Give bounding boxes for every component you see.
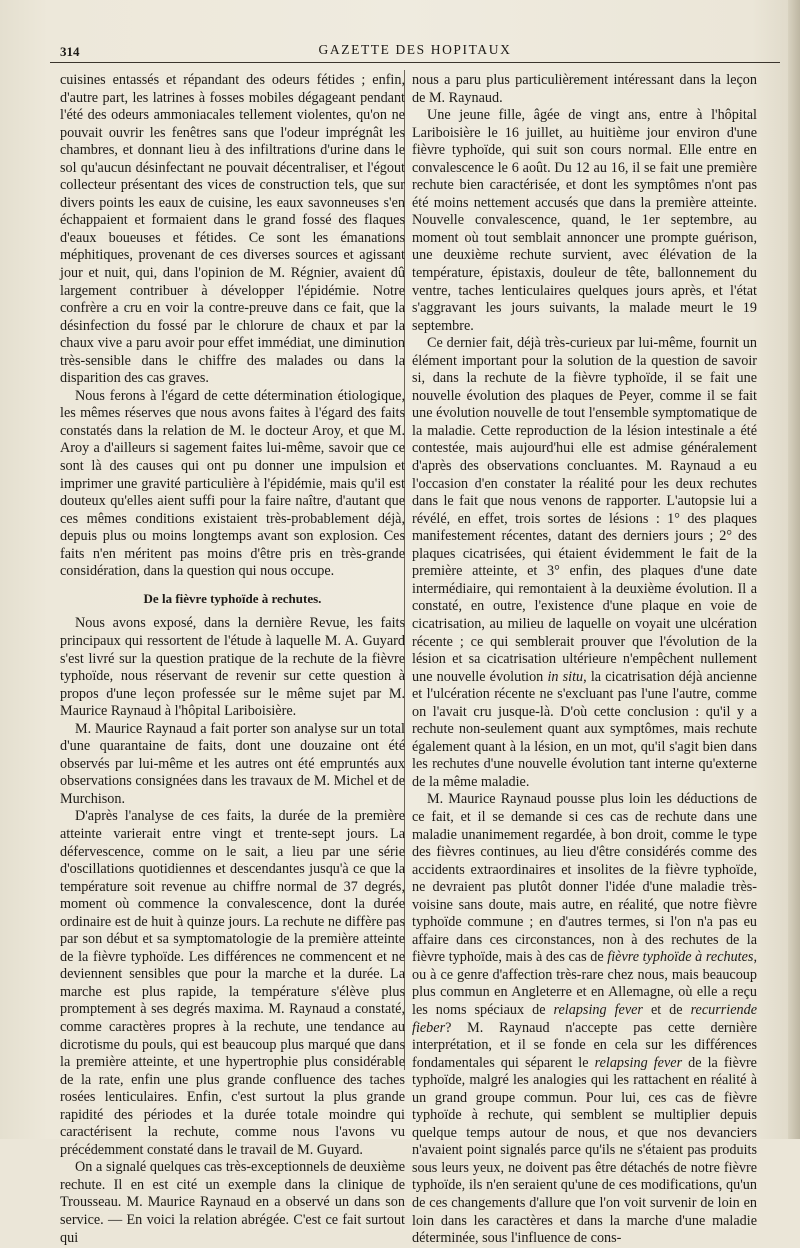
paragraph: cuisines entassés et répandant des odeurs fétides ; enfin, d'autre part, les latrines à fosses mobiles dégageant pendant l'été des odeurs ammoniacales tellement violentes, qu'on ne pouvait ouvrir les fenêtres sans que l'odeur imprégnât les chambres, et donnant lieu à des infiltrations d'urine dans le sol qu'aucun désinfectant ne pouvait décentraliser, et l'égout collecteur présentant des vices de construction tels, que sur divers points les eaux de cuisine, les eaux savonneuses s'en échappaient et formaient dans le grand fossé des flaques d'eaux boueuses et fétides. Ce sont les émanations méphitiques, provenant de ces diverses sources et agissant jour et nuit, qui, dans l'opinion de M. Régnier, avaient dû largement contribuer à développer l'épidémie. Notre confrère a cru en voir la contre-preuve dans ce fait, que la désinfection du fossé par le chlorure de chaux et par la chaux vive a paru avoir pour effet immédiat, une diminution très-sensible dans le chiffre des malades ou dans la disparition des cas graves. xyxy=(60,72,405,387)
page-header xyxy=(50,32,780,63)
text-run: ? M. Raynaud n'accepte pas cette dernière interprétation, et il se fonde en cela sur les différences fondamentales qui séparent le xyxy=(412,1019,757,1071)
text-run: et de xyxy=(650,1001,683,1018)
binding-edge xyxy=(788,0,800,1139)
italic-term: recurriende fieber xyxy=(412,1001,758,1036)
italic-term: relapsing fever xyxy=(553,1001,643,1018)
paragraph: D'après l'analyse de ces faits, la durée de la première atteinte varierait entre vingt et trente-sept jours. La défervescence, comme on le sait, a lieu par une série d'oscillations quotidiennes et descendantes jusqu'à ce que la température soit revenue au chiffre normal de 37 degrés, moment où commence la convalescence, dont la durée ordinaire est de huit à quinze jours. La rechute ne diffère pas par son début et sa symptomatologie de la première atteinte de la fièvre typhoïde. Les différences ne commencent et ne deviennent sensibles que pour la marche et la durée. La marche est plus rapide, la température s'élève plus promptement à ses degrés maxima. M. Raynaud a constaté, comme caractères propres à la rechute, une tendance au dicrotisme du pouls, qui est beaucoup plus marqué que dans la première atteinte, et une hypertrophie plus considérable de la rate, enfin une plus grande confluence des taches rosées lenticulaires. Enfin, c'est surtout la plus grande rapidité des périodes et la durée totale moindre qui caractérisent la rechute, comme nous l'avons vu précédemment constaté dans le travail de M. Guyard. xyxy=(60,808,405,1158)
text-run: Ce dernier fait, déjà très-curieux par lui-même, fournit un élément important pour la solution de la question de savoir si, dans la rechute de la fièvre typhoïde, il se fait une nouvelle évolution des plaques de Peyer, comme il se fait une évolution nouvelle de tout l'ensemble symptomatique de la maladie. Cette reproduction de la lésion intestinale a été contestée, mais aujourd'hui elle est admise généralement d'après des observations concluantes. M. Raynaud a eu l'occasion d'en constater la réalité pour les deux rechutes dans le fait que nous venons de rapporter. L'autopsie lui a révélé, en effet, trois sortes de lésions : 1° des plaques manifestement récentes, datant des derniers jours ; 2° des plaques cicatrisées, qui étaient évidemment le fait de la première atteinte, et 3° enfin, des plaques d'une date intermédiaire, qui remontaient à la deuxième évolution. Il a constaté, en outre, l'existence d'une plaque en voie de cicatrisation, au milieu de laquelle on voyait une ulcération récente ; ce qui semblerait prouver que l'évolution de la lésion et sa cicatrisation ultérieure n'empêchent nullement une nouvelle évolution xyxy=(412,335,757,685)
text-run: , la cicatrisation déjà ancienne et l'ulcération récente ne s'excluant pas l'une l'autre, comme on l'avait cru jusque-là. D'où cette conclusion : qu'il y a rechute non-seulement quant aux symptômes, mais rechute également quant à la lésion, en un mot, qu'il s'agit bien dans les rechutes d'une nouvelle évolution tant interne qu'externe de la même maladie. xyxy=(412,668,757,790)
paragraph: nous a paru plus particulièrement intéressant dans la leçon de M. Raynaud. xyxy=(412,72,757,106)
paragraph: Nous avons exposé, dans la dernière Revue, les faits principaux qui ressortent de l'étude à laquelle M. A. Guyard s'est livré sur la question pratique de la rechute de la fièvre typhoïde, nous réservant de revenir sur cette question à propos d'une leçon professée sur le même sujet par M. Maurice Raynaud à l'hôpital Lariboisière. xyxy=(60,615,405,720)
right-column xyxy=(412,72,758,1247)
page-number: 314 xyxy=(60,44,80,59)
journal-title: GAZETTE DES HOPITAUX xyxy=(318,42,512,57)
italic-term: fièvre typhoïde à rechutes xyxy=(607,949,754,966)
paragraph xyxy=(412,335,757,791)
italic-term: relapsing fever xyxy=(594,1054,683,1071)
paragraph: Une jeune fille, âgée de vingt ans, entre à l'hôpital Lariboisière le 16 juillet, au huitième jour environ d'une fièvre typhoïde, qui suit son cours normal. Elle entre en convalescence le 6 août. Du 12 au 16, il se fait une première rechute bien caractérisée, et dont les symptômes n'ont pas été moins nettement accusés que dans la première atteinte. Nouvelle convalescence, quand, le 1er septembre, au moment où tout semblait annoncer une prompte guérison, une deuxième rechute survient, avec élévation de la température, épistaxis, douleur de tête, ballonnement du ventre, taches lenticulaires quelques jours après, et l'état s'aggravant les jours suivants, la malade meurt le 19 septembre. xyxy=(412,107,757,334)
paragraph: M. Maurice Raynaud a fait porter son analyse sur un total d'une quarantaine de faits, dont une douzaine ont été observés par lui-même et les autres ont été empruntés aux observations consignées dans les travaux de M. Michel et de Murchison. xyxy=(60,720,405,807)
section-heading: De la fièvre typhoïde à rechutes. xyxy=(143,590,322,606)
text-run: M. Maurice Raynaud pousse plus loin les déductions de ce fait, et il se demande si ces cas de rechute dans une maladie unanimement regardée, à bon droit, comme le type des fièvres continues, au lieu d'être considérés comme des accidents extraordinaires et insolites de la fièvre typhoïde, ne devraient pas plutôt donner l'idée d'une maladie très-voisine sans doute, mais autre, en réalité, que notre fièvre typhoïde commune ; en d'autres termes, si l'on n'a pas eu affaire dans ces circonstances, non à des rechutes de la fièvre typhoïde, mais à des cas de xyxy=(412,791,757,966)
paragraph: Nous ferons à l'égard de cette détermination étiologique, les mêmes réserves que nous avons faites à l'égard des faits constatés dans la relation de M. le docteur Aroy, et que M. Aroy a d'ailleurs si sagement faites lui-même, savoir que ce sont là des causes qui ont pu donner une impulsion et imprimer une gravité particulière à l'épidémie, mais qu'il est douteux qu'elles aient suffi pour la faire naître, d'autant que ces mêmes conditions existaient très-probablement déjà, depuis plus ou moins longtemps avant son explosion. Ces faits n'en méritent pas moins d'être pris en très-grande considération, dans la question qui nous occupe. xyxy=(60,387,405,580)
paragraph: On a signalé quelques cas très-exceptionnels de deuxième rechute. Il en est cité un exemple dans la clinique de Trousseau. M. Maurice Raynaud en a observé un dans son service. — En voici la relation abrégée. C'est ce fait surtout qui xyxy=(60,1159,405,1246)
text-run: de la fièvre typhoïde, malgré les analogies qui les rattachent en réalité à un grand groupe commun. Pour lui, ces cas de fièvre typhoïde à rechute, qui semblent se multiplier depuis quelque temps autour de nous, et que nos devanciers n'avaient point signalés parce qu'ils ne s'étaient pas produits sous leurs yeux, ne doivent pas être détachés de notre fièvre typhoïde, ils n'en seraient qu'une de ces modifications, qu'un de ces changements d'allure que l'on voit survenir de loin en loin dans les caractères et dans la marche d'une maladie déterminée, sous l'influence de cons- xyxy=(412,1054,757,1247)
text-run: , ou à ce genre d'affection très-rare chez nous, mais beaucoup plus commun en Angleterre et en Allemagne, où elle a reçu les noms spéciaux de xyxy=(412,949,757,1018)
italic-term: in situ xyxy=(547,668,584,685)
paragraph xyxy=(412,791,757,1247)
left-column xyxy=(60,72,405,1246)
